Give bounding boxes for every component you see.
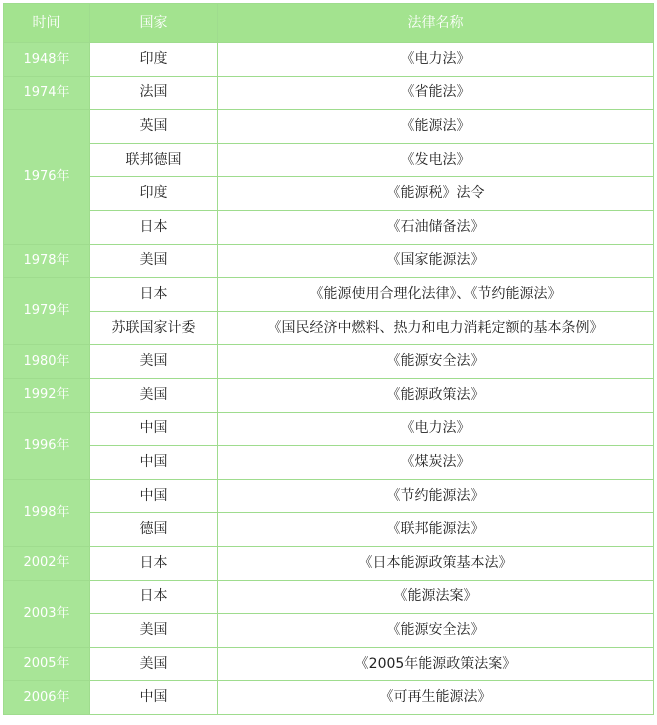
country-cell: 英国: [90, 110, 218, 144]
country-cell: 美国: [90, 345, 218, 379]
table-row: [4, 43, 654, 77]
table-row: [4, 479, 654, 513]
law-name-cell: 《能源税》法令: [218, 177, 654, 211]
table-row: [4, 412, 654, 446]
country-cell: 印度: [90, 43, 218, 77]
law-name-cell: 《联邦能源法》: [218, 513, 654, 547]
year-cell: 1979年: [4, 278, 90, 345]
year-cell: 2002年: [4, 546, 90, 580]
year-cell: 1974年: [4, 76, 90, 110]
energy-law-table: [3, 3, 654, 715]
country-cell: 美国: [90, 244, 218, 278]
year-cell: 1998年: [4, 479, 90, 546]
table-row: [4, 681, 654, 715]
country-cell: 德国: [90, 513, 218, 547]
law-name-cell: 《节约能源法》: [218, 479, 654, 513]
law-name-cell: 《国民经济中燃料、热力和电力消耗定额的基本条例》: [218, 311, 654, 345]
table-row: [4, 311, 654, 345]
country-cell: 印度: [90, 177, 218, 211]
country-cell: 联邦德国: [90, 143, 218, 177]
law-name-cell: 《石油储备法》: [218, 210, 654, 244]
year-cell: 1976年: [4, 110, 90, 244]
year-cell: 2006年: [4, 681, 90, 715]
law-name-cell: 《能源法案》: [218, 580, 654, 614]
law-name-cell: 《电力法》: [218, 43, 654, 77]
table-row: [4, 76, 654, 110]
table-row: [4, 345, 654, 379]
table-row: [4, 278, 654, 312]
table-row: [4, 177, 654, 211]
country-cell: 中国: [90, 446, 218, 480]
table-row: [4, 110, 654, 144]
country-cell: 美国: [90, 378, 218, 412]
year-cell: 1978年: [4, 244, 90, 278]
law-name-cell: 《省能法》: [218, 76, 654, 110]
table-row: [4, 546, 654, 580]
header-row: [4, 4, 654, 43]
table-row: [4, 210, 654, 244]
table-row: [4, 647, 654, 681]
year-cell: 1992年: [4, 378, 90, 412]
year-cell: 2003年: [4, 580, 90, 647]
country-cell: 法国: [90, 76, 218, 110]
table-row: [4, 614, 654, 648]
law-name-cell: 《发电法》: [218, 143, 654, 177]
year-cell: 1980年: [4, 345, 90, 379]
table-row: [4, 378, 654, 412]
law-name-cell: 《能源安全法》: [218, 345, 654, 379]
year-cell: 1948年: [4, 43, 90, 77]
table-row: [4, 446, 654, 480]
law-name-cell: 《国家能源法》: [218, 244, 654, 278]
header-year: 时间: [4, 4, 90, 43]
country-cell: 中国: [90, 479, 218, 513]
law-name-cell: 《能源政策法》: [218, 378, 654, 412]
country-cell: 日本: [90, 580, 218, 614]
law-name-cell: 《2005年能源政策法案》: [218, 647, 654, 681]
header-country: 国家: [90, 4, 218, 43]
table-row: [4, 244, 654, 278]
country-cell: 中国: [90, 681, 218, 715]
table-row: [4, 580, 654, 614]
country-cell: 美国: [90, 647, 218, 681]
year-cell: 2005年: [4, 647, 90, 681]
year-cell: 1996年: [4, 412, 90, 479]
law-name-cell: 《煤炭法》: [218, 446, 654, 480]
country-cell: 苏联国家计委: [90, 311, 218, 345]
header-law: 法律名称: [218, 4, 654, 43]
country-cell: 日本: [90, 210, 218, 244]
table-row: [4, 143, 654, 177]
table-body: [4, 43, 654, 715]
country-cell: 日本: [90, 546, 218, 580]
country-cell: 美国: [90, 614, 218, 648]
country-cell: 中国: [90, 412, 218, 446]
law-name-cell: 《电力法》: [218, 412, 654, 446]
country-cell: 日本: [90, 278, 218, 312]
law-name-cell: 《可再生能源法》: [218, 681, 654, 715]
law-name-cell: 《能源法》: [218, 110, 654, 144]
law-name-cell: 《能源安全法》: [218, 614, 654, 648]
table-header: [4, 4, 654, 43]
law-name-cell: 《日本能源政策基本法》: [218, 546, 654, 580]
table-row: [4, 513, 654, 547]
law-name-cell: 《能源使用合理化法律》、《节约能源法》: [218, 278, 654, 312]
